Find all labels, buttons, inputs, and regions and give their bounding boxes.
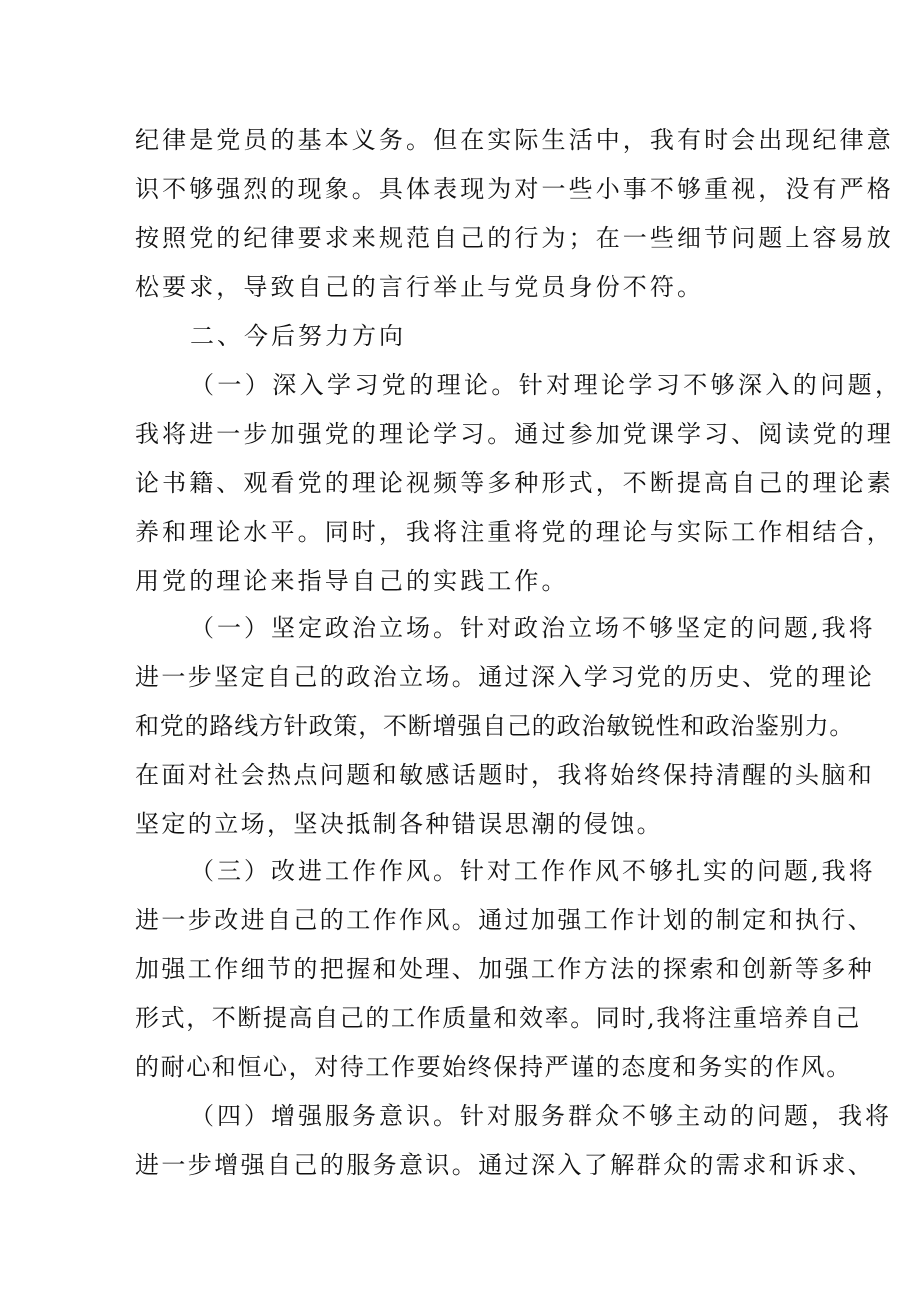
text-line: 论书籍、观看党的理论视频等多种形式，不断提高自己的理论素 bbox=[135, 469, 894, 497]
text-line: 的耐心和恒心，对待工作要始终保持严谨的态度和务实的作风。 bbox=[135, 1053, 852, 1081]
text-line: 进一步坚定自己的政治立场。通过深入学习党的历史、党的理论 bbox=[135, 663, 875, 691]
text-line: （一）深入学习党的理论。针对理论学习不够深入的问题， bbox=[190, 371, 903, 399]
text-line: （一）坚定政治立场。针对政治立场不够坚定的问题,我将 bbox=[190, 614, 876, 642]
text-line: （四）增强服务意识。针对服务群众不够主动的问题，我将 bbox=[190, 1102, 892, 1130]
text-line: （三）改进工作作风。针对工作作风不够扎实的问题,我将 bbox=[190, 857, 876, 885]
text-line: 和党的路线方针政策，不断增强自己的政治敏锐性和政治鉴别力。 bbox=[135, 712, 855, 740]
text-line: 识不够强烈的现象。具体表现为对一些小事不够重视，没有严格 bbox=[135, 175, 894, 203]
text-line: 进一步增强自己的服务意识。通过深入了解群众的需求和诉求、 bbox=[135, 1151, 875, 1179]
text-line: 按照党的纪律要求来规范自己的行为；在一些细节问题上容易放 bbox=[135, 224, 894, 252]
text-line: 养和理论水平。同时，我将注重将党的理论与实际工作相结合， bbox=[135, 518, 894, 546]
text-line: 我将进一步加强党的理论学习。通过参加党课学习、阅读党的理 bbox=[135, 420, 894, 448]
text-line: 在面对社会热点问题和敏感话题时，我将始终保持清醒的头脑和 bbox=[135, 761, 875, 789]
text-line: 松要求，导致自己的言行举止与党员身份不符。 bbox=[135, 273, 705, 301]
section-heading: 二、今后努力方向 bbox=[190, 322, 406, 350]
text-line: 坚定的立场，坚决抵制各种错误思潮的侵蚀。 bbox=[135, 810, 663, 838]
text-line: 进一步改进自己的工作作风。通过加强工作计划的制定和执行、 bbox=[135, 906, 875, 934]
text-line: 纪律是党员的基本义务。但在实际生活中，我有时会出现纪律意 bbox=[135, 126, 894, 154]
text-line: 用党的理论来指导自己的实践工作。 bbox=[135, 567, 569, 595]
text-line: 加强工作细节的把握和处理、加强工作方法的探索和创新等多种 bbox=[135, 955, 875, 983]
text-line: 形式，不断提高自己的工作质量和效率。同时,我将注重培养自己 bbox=[135, 1004, 862, 1032]
